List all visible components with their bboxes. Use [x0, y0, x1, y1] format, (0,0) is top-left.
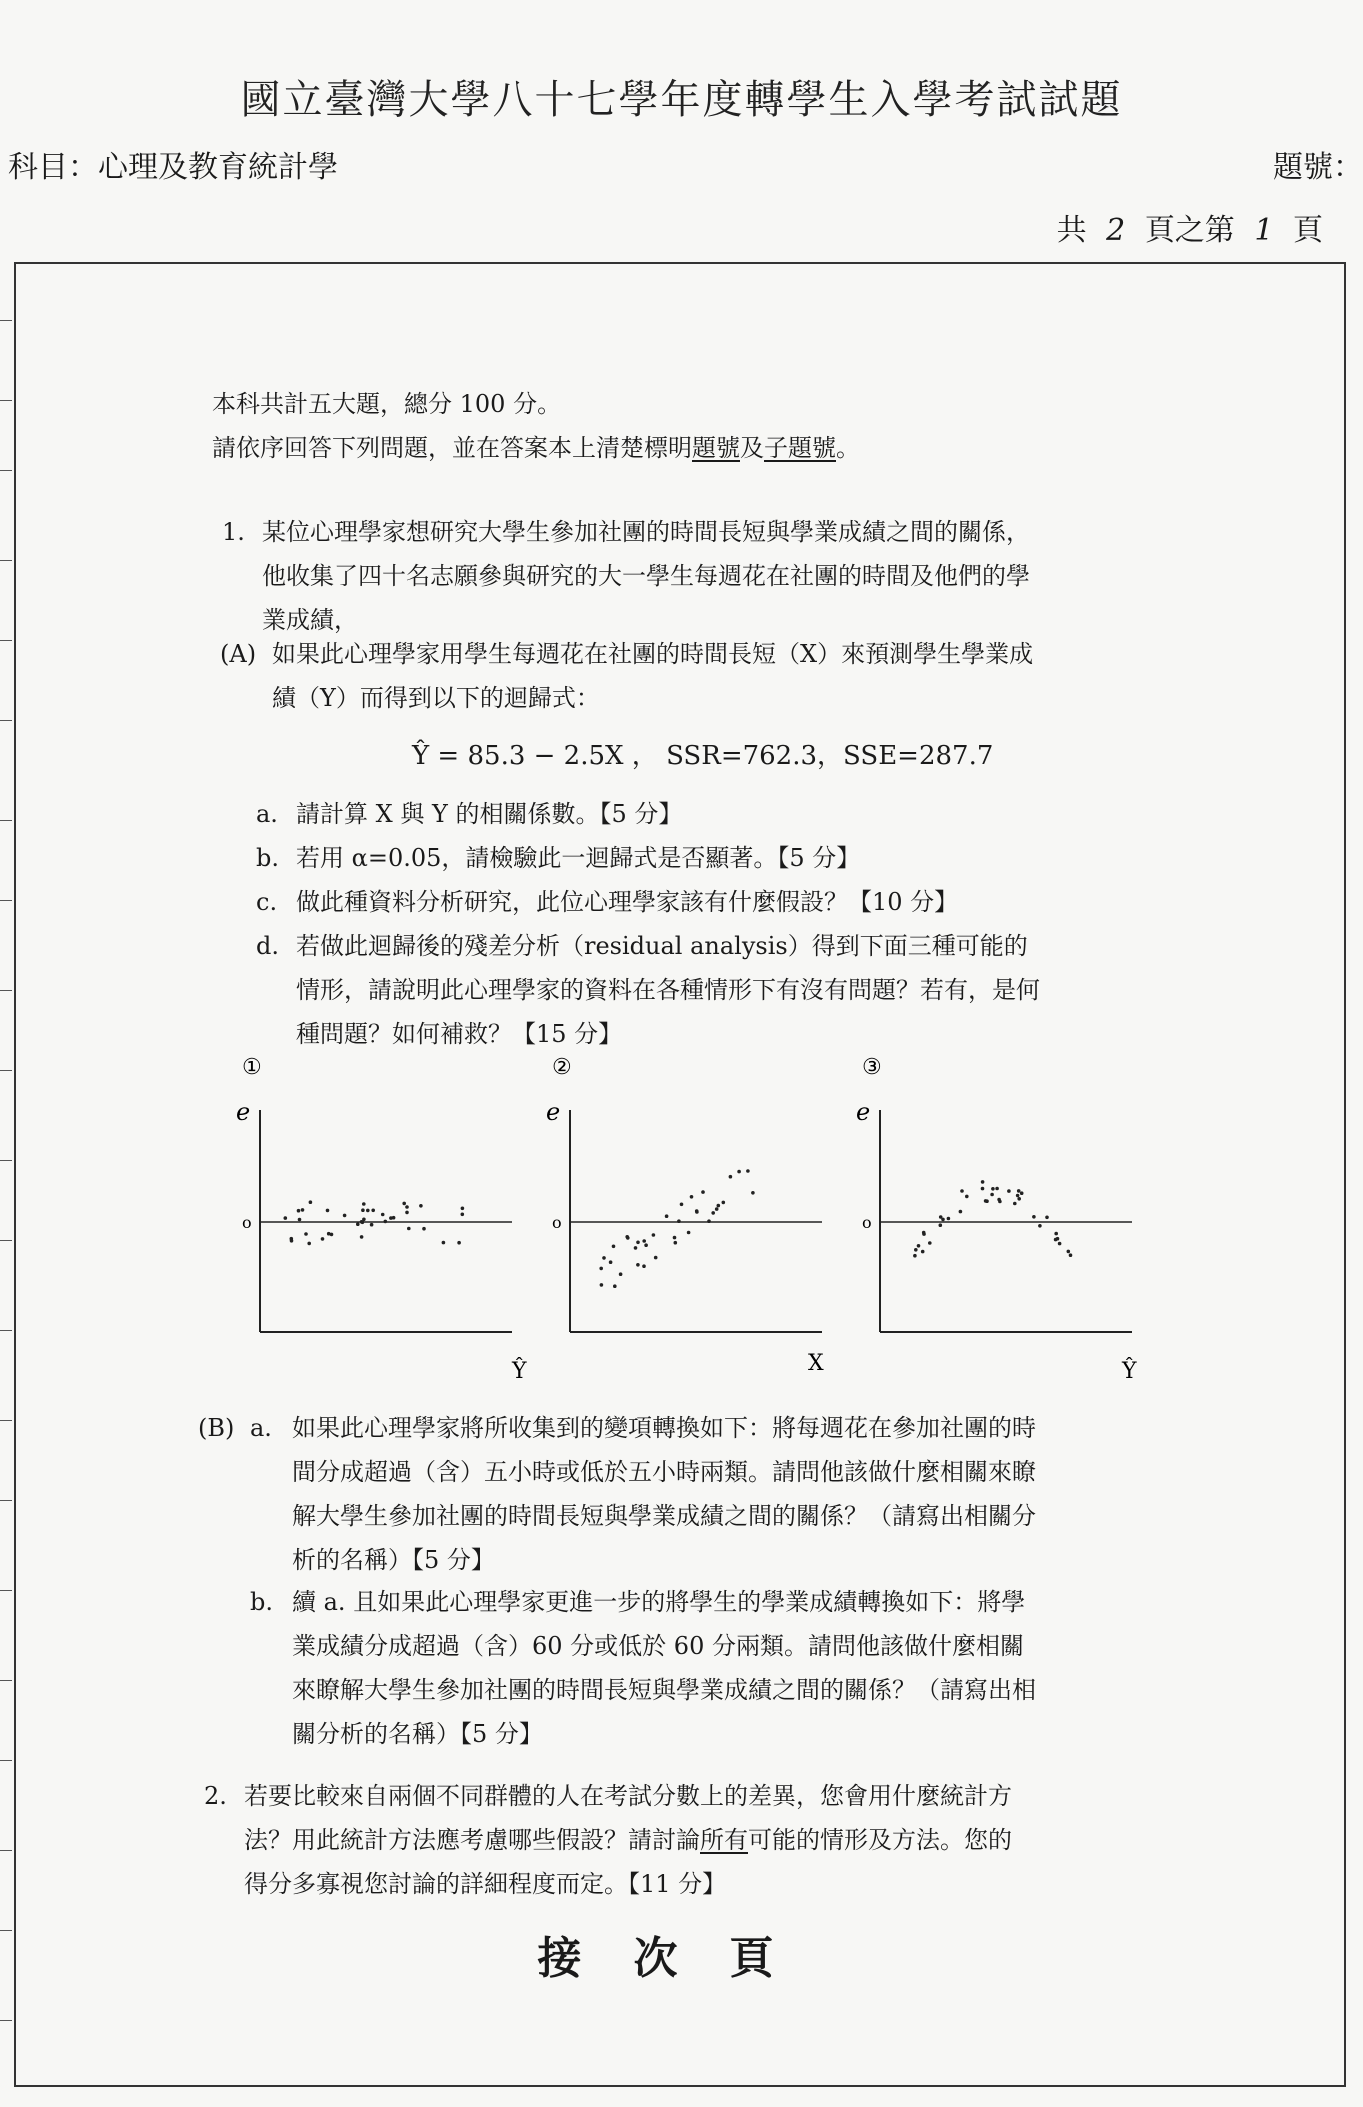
- residual-point: [1038, 1224, 1042, 1228]
- residual-point: [600, 1283, 604, 1287]
- margin-tick: [0, 720, 12, 721]
- q1B-b-line-4: 關分析的名稱）【5 分】: [292, 1720, 543, 1748]
- residual-point: [715, 1207, 719, 1211]
- residual-point: [981, 1180, 985, 1184]
- residual-point: [680, 1203, 684, 1207]
- q1B-a-label: a.: [250, 1414, 272, 1442]
- residual-point: [1007, 1189, 1011, 1193]
- residual-point: [1069, 1253, 1073, 1257]
- residual-point: [1013, 1202, 1017, 1206]
- page-total: 2: [1106, 213, 1126, 248]
- residual-point: [402, 1202, 406, 1206]
- residual-plot-1: [236, 1055, 527, 1384]
- margin-tick: [0, 2020, 12, 2021]
- residual-point: [729, 1175, 733, 1179]
- margin-tick: [0, 560, 12, 561]
- residual-plot-3: [856, 1055, 1137, 1384]
- q1A-d-line-3: 種問題？如何補救？【15 分】: [296, 1020, 623, 1048]
- residual-point: [599, 1267, 603, 1271]
- residual-point: [1067, 1250, 1071, 1254]
- intro-line-1: 本科共計五大題，總分 100 分。: [212, 390, 562, 418]
- residual-point: [921, 1250, 925, 1254]
- residual-point: [609, 1260, 613, 1264]
- q1-stem-line-2: 他收集了四十名志願參與研究的大一學生每週花在社團的時間及他們的學: [262, 562, 1030, 590]
- plot-3-points: [913, 1180, 1072, 1257]
- q1B-a-line-2: 間分成超過（含）五小時或低於五小時兩類。請問他該做什麼相關來瞭: [292, 1458, 1036, 1486]
- continued-next-page: 接次頁: [537, 1933, 826, 1984]
- residual-point: [290, 1239, 294, 1243]
- margin-tick: [0, 640, 12, 641]
- q1B-a-line-1: 如果此心理學家將所收集到的變項轉換如下：將每週花在參加社團的時: [292, 1414, 1036, 1442]
- residual-point: [613, 1284, 617, 1288]
- residual-point: [304, 1232, 308, 1236]
- residual-point: [1056, 1237, 1060, 1241]
- margin-tick: [0, 1590, 12, 1591]
- plot-1-points: [284, 1200, 465, 1245]
- q1-stem-line-3: 業成績，: [262, 606, 358, 634]
- residual-point: [939, 1223, 943, 1227]
- residual-point: [309, 1200, 313, 1204]
- residual-point: [343, 1214, 347, 1218]
- residual-point: [1032, 1215, 1036, 1219]
- residual-point: [461, 1213, 465, 1217]
- residual-point: [914, 1248, 918, 1252]
- plot-2-x-label: X: [808, 1351, 824, 1376]
- margin-tick: [0, 900, 12, 901]
- residual-point: [928, 1241, 932, 1245]
- margin-tick: [0, 470, 12, 471]
- residual-point: [959, 1210, 963, 1214]
- plot-3-number: ③: [862, 1055, 882, 1080]
- residual-point: [654, 1256, 658, 1260]
- q2-line-3: 得分多寡視您討論的詳細程度而定。【11 分】: [244, 1870, 727, 1898]
- margin-tick: [0, 1850, 12, 1851]
- q1A-c-label: c.: [256, 888, 278, 916]
- q1B-b-line-2: 業成績分成超過（含）60 分或低於 60 分兩類。請問他該做什麼相關: [292, 1632, 1024, 1660]
- q1B-b-label: b.: [250, 1588, 273, 1616]
- subject-label: 科目：心理及教育統計學: [8, 150, 338, 185]
- q1A-c-text: 做此種資料分析研究，此位心理學家該有什麼假設？【10 分】: [296, 888, 959, 916]
- page-total-prefix: 共: [1056, 213, 1087, 248]
- residual-point: [751, 1191, 755, 1195]
- residual-point: [327, 1232, 331, 1236]
- q1A-d-label: d.: [256, 932, 279, 960]
- page-info: [1057, 205, 1323, 249]
- residual-point: [995, 1187, 999, 1191]
- residual-point: [634, 1246, 638, 1250]
- residual-point: [985, 1199, 989, 1203]
- residual-point: [326, 1209, 330, 1213]
- residual-point: [419, 1204, 423, 1208]
- q1-partA-label: (A): [220, 640, 257, 668]
- q2-number: 2.: [204, 1782, 227, 1810]
- residual-point: [1058, 1242, 1062, 1246]
- residual-point: [665, 1214, 669, 1218]
- residual-point: [913, 1254, 917, 1258]
- plot-2-zero-label: o: [552, 1213, 562, 1232]
- plot-2-y-label: e: [546, 1098, 561, 1126]
- regression-formula: Ŷ = 85.3 − 2.5X ， SSR=762.3，SSE=287.7: [412, 741, 994, 771]
- residual-point: [642, 1264, 646, 1268]
- q1B-b-line-1: 續 a. 且如果此心理學家更進一步的將學生的學業成績轉換如下：將學: [292, 1588, 1026, 1616]
- residual-point: [371, 1209, 375, 1213]
- residual-point: [457, 1241, 461, 1245]
- residual-point: [298, 1218, 302, 1222]
- plot-3-x-label: Ŷ: [1122, 1359, 1137, 1384]
- residual-point: [405, 1211, 409, 1215]
- residual-point: [690, 1195, 694, 1199]
- residual-point: [362, 1202, 366, 1206]
- margin-tick: [0, 990, 12, 991]
- margin-tick: [0, 1160, 12, 1161]
- residual-point: [422, 1227, 426, 1231]
- residual-point: [652, 1233, 656, 1237]
- residual-point: [991, 1187, 995, 1191]
- margin-tick: [0, 1760, 12, 1761]
- margin-tick: [0, 1680, 12, 1681]
- q1-partB-label: (B): [198, 1414, 235, 1442]
- q1-number: 1.: [222, 518, 245, 546]
- residual-point: [965, 1195, 969, 1199]
- margin-tick: [0, 400, 12, 401]
- residual-point: [636, 1241, 640, 1245]
- plot-3-zero-label: o: [862, 1213, 872, 1232]
- plot-3-y-label: e: [856, 1098, 871, 1126]
- residual-point: [947, 1217, 951, 1221]
- q1A-a-label: a.: [256, 800, 278, 828]
- residual-point: [1017, 1189, 1021, 1193]
- margin-tick: [0, 1420, 12, 1421]
- residual-point: [746, 1169, 750, 1173]
- page-mid: 頁之第: [1144, 213, 1235, 248]
- residual-point: [360, 1235, 364, 1239]
- plot-2-number: ②: [552, 1055, 572, 1080]
- residual-point: [707, 1219, 711, 1223]
- margin-tick: [0, 1500, 12, 1501]
- q1-partA-line-1: 如果此心理學家用學生每週花在社團的時間長短（X）來預測學生學業成: [272, 640, 1034, 668]
- residual-plots: [230, 1050, 1190, 1390]
- margin-tick: [0, 320, 12, 321]
- residual-point: [370, 1223, 374, 1227]
- q1B-a-line-4: 析的名稱）【5 分】: [292, 1546, 495, 1574]
- residual-point: [307, 1242, 311, 1246]
- residual-point: [381, 1213, 385, 1217]
- residual-point: [990, 1193, 994, 1197]
- residual-point: [297, 1209, 301, 1213]
- residual-plot-2: [546, 1055, 824, 1376]
- residual-point: [687, 1231, 691, 1235]
- residual-point: [644, 1243, 648, 1247]
- residual-point: [612, 1245, 616, 1249]
- residual-point: [284, 1216, 288, 1220]
- residual-point: [602, 1256, 606, 1260]
- residual-point: [392, 1216, 396, 1220]
- plot-1-y-label: e: [236, 1098, 251, 1126]
- plot-1-number: ①: [242, 1055, 262, 1080]
- residual-point: [407, 1227, 411, 1231]
- residual-point: [674, 1241, 678, 1245]
- q2-line-2: 法？用此統計方法應考慮哪些假設？請討論所有可能的情形及方法。您的: [244, 1826, 1012, 1854]
- page-current: 1: [1254, 213, 1274, 248]
- residual-point: [636, 1263, 640, 1267]
- residual-point: [711, 1211, 715, 1215]
- residual-point: [998, 1200, 1002, 1204]
- question-number-label: 題號：: [1273, 150, 1363, 185]
- residual-point: [695, 1210, 699, 1214]
- q1A-b-label: b.: [256, 844, 279, 872]
- residual-point: [642, 1239, 646, 1243]
- q1B-a-line-3: 解大學生參加社團的時間長短與學業成績之間的關係？（請寫出相關分: [292, 1502, 1036, 1530]
- residual-point: [625, 1235, 629, 1239]
- residual-point: [722, 1201, 726, 1205]
- residual-point: [981, 1187, 985, 1191]
- residual-point: [941, 1218, 945, 1222]
- residual-point: [301, 1208, 305, 1212]
- margin-tick: [0, 820, 12, 821]
- residual-point: [321, 1237, 325, 1241]
- residual-point: [1045, 1216, 1049, 1220]
- intro-line-2: 請依序回答下列問題，並在答案本上清楚標明題號及子題號。: [212, 434, 860, 462]
- plot-1-x-label: Ŷ: [512, 1359, 527, 1384]
- residual-point: [1017, 1197, 1021, 1201]
- residual-point: [461, 1207, 465, 1211]
- residual-point: [384, 1220, 388, 1224]
- residual-point: [442, 1241, 446, 1245]
- margin-tick: [0, 1240, 12, 1241]
- page-suffix: 頁: [1293, 213, 1323, 248]
- residual-point: [917, 1244, 921, 1248]
- residual-point: [960, 1189, 964, 1193]
- margin-tick: [0, 1070, 12, 1071]
- q1A-b-text: 若用 α=0.05，請檢驗此一迴歸式是否顯著。【5 分】: [296, 844, 861, 872]
- residual-point: [1054, 1232, 1058, 1236]
- q1A-d-line-1: 若做此迴歸後的殘差分析（residual analysis）得到下面三種可能的: [296, 932, 1028, 960]
- q1B-b-line-3: 來瞭解大學生參加社團的時間長短與學業成績之間的關係？（請寫出相: [292, 1676, 1036, 1704]
- residual-point: [677, 1219, 681, 1223]
- residual-point: [922, 1232, 926, 1236]
- residual-point: [717, 1204, 721, 1208]
- residual-point: [1020, 1191, 1024, 1195]
- q2-line-1: 若要比較來自兩個不同群體的人在考試分數上的差異，您會用什麼統計方: [244, 1782, 1012, 1810]
- q1A-d-line-2: 情形，請說明此心理學家的資料在各種情形下有沒有問題？若有，是何: [296, 976, 1040, 1004]
- residual-point: [737, 1170, 741, 1174]
- residual-point: [405, 1205, 409, 1209]
- q1-partA-line-2: 績（Y）而得到以下的迴歸式：: [272, 684, 600, 712]
- plot-1-zero-label: o: [242, 1213, 252, 1232]
- residual-point: [361, 1208, 365, 1212]
- residual-point: [673, 1236, 677, 1240]
- residual-point: [1016, 1194, 1020, 1198]
- residual-point: [362, 1218, 366, 1222]
- margin-tick: [0, 1330, 12, 1331]
- residual-point: [356, 1222, 360, 1226]
- residual-point: [701, 1190, 705, 1194]
- q1A-a-text: 請計算 X 與 Y 的相關係數。【5 分】: [296, 800, 683, 828]
- residual-point: [366, 1209, 370, 1213]
- plot-2-points: [599, 1169, 754, 1288]
- q1-stem-line-1: 某位心理學家想研究大學生參加社團的時間長短與學業成績之間的關係，: [262, 518, 1030, 546]
- residual-point: [619, 1272, 623, 1276]
- exam-title: 國立臺灣大學八十七學年度轉學生入學考試試題: [240, 77, 1123, 123]
